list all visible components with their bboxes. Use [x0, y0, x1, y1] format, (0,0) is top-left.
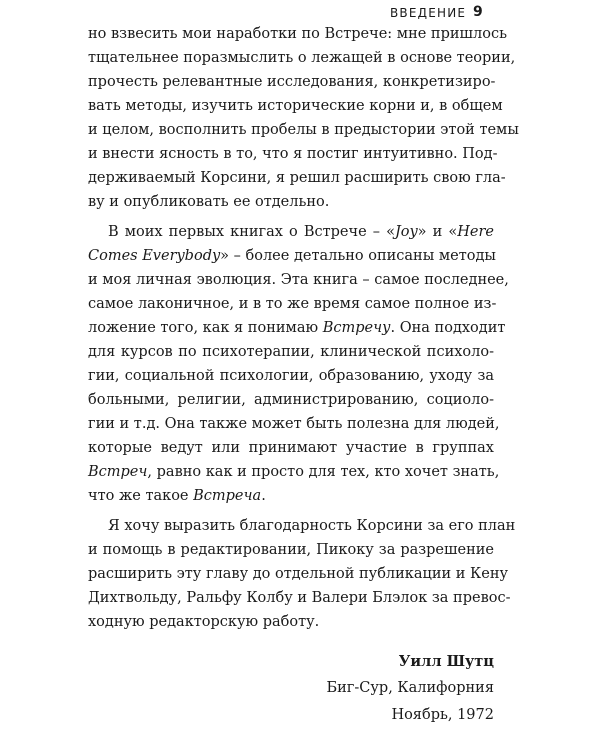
emphasis: Встречу: [322, 320, 391, 336]
paragraph-1: [88, 22, 519, 214]
book-title: Comes Everybody: [88, 248, 221, 264]
book-title: Joy: [394, 224, 418, 240]
text-line: которые ведут или принимают участие в группах: [88, 440, 494, 456]
author-name: Уилл Шутц: [398, 653, 494, 670]
text-line: и внести ясность в то, что я постиг интуитивно. Под-: [88, 146, 498, 162]
signature-place: Биг-Сур, Калифорния: [326, 680, 494, 696]
book-title: Here: [457, 224, 494, 240]
paragraph-2: [88, 220, 509, 508]
text-line: В моих первых книгах о Встрече – «Joy» и «Here: [108, 224, 494, 240]
signature-block: [88, 648, 494, 729]
text-line: держиваемый Корсини, я решил расширить свою гла-: [88, 170, 506, 186]
text-line: вать методы, изучить исторические корни и, в общем: [88, 98, 503, 114]
text-line: гии и т.д. Она также может быть полезна для людей,: [88, 416, 500, 432]
text-line: и помощь в редактировании, Пикоку за разрешение: [88, 542, 494, 558]
text-line: расширить эту главу до отдельной публикации и Кену: [88, 566, 509, 582]
text-line: для курсов по психотерапии, клинической психоло-: [88, 344, 494, 360]
text-line: ходную редакторскую работу.: [88, 614, 320, 630]
text-line: и целом, восполнить пробелы в предыстории этой темы: [88, 122, 519, 138]
text-line: тщательнее поразмыслить о лежащей в основе теории,: [88, 50, 516, 66]
text-line: самое лаконичное, и в то же время самое полное из-: [88, 296, 497, 312]
text-line: что же такое Встреча.: [88, 488, 266, 504]
text-line: но взвесить мои наработки по Встрече: мне пришлось: [88, 26, 507, 42]
text-line: Я хочу выразить благодарность Корсини за его план: [108, 518, 516, 534]
page-number: 9: [473, 4, 483, 20]
text-line: гии, социальной психологии, образованию, уходу за: [88, 368, 494, 384]
body-text: [88, 22, 519, 634]
section-title: ВВЕДЕНИЕ: [390, 6, 467, 20]
text-line: и моя личная эволюция. Эта книга – самое последнее,: [88, 272, 509, 288]
text-line: прочесть релевантные исследования, конкретизиро-: [88, 74, 496, 90]
text-line: Comes Everybody» – более детально описаны методы: [88, 248, 496, 264]
signature-date: Ноябрь, 1972: [391, 707, 494, 723]
text-line: Встреч, равно как и просто для тех, кто хочет знать,: [88, 464, 500, 480]
text-line: больными, религии, администрированию, социоло-: [88, 392, 494, 408]
text-line: ложение того, как я понимаю Встречу. Она подходит: [88, 320, 506, 336]
paragraph-3: [88, 514, 516, 634]
emphasis: Встреч: [88, 464, 148, 480]
text-line: Дихтвольду, Ральфу Колбу и Валери Блэлок за превос-: [88, 590, 511, 606]
emphasis: Встреча: [193, 488, 262, 504]
text-line: ву и опубликовать ее отдельно.: [88, 194, 330, 210]
